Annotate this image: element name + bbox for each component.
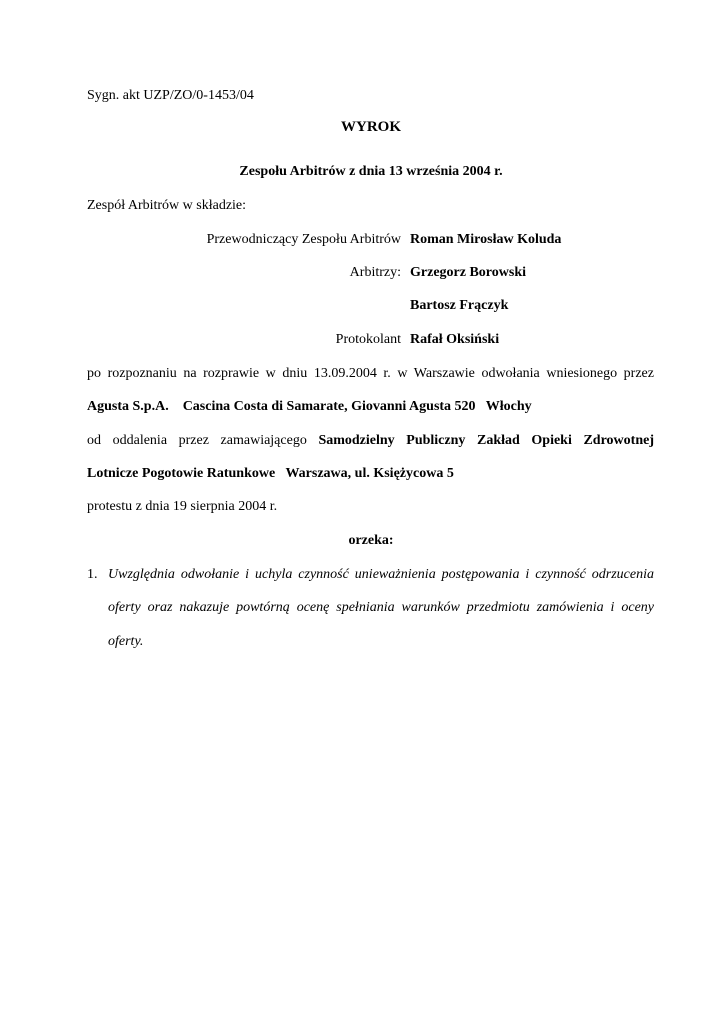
ruling-item-line: oferty. <box>108 634 144 649</box>
chair-name: Roman Mirosław Koluda <box>410 232 562 247</box>
body-line-dismissal <box>87 433 654 449</box>
ruling-item-line: oferty oraz nakazuje powtórną ocenę spełniania warunków przedmiotu zamówienia i oceny <box>108 600 654 615</box>
chair-label: Przewodniczący Zespołu Arbitrów <box>206 232 401 247</box>
protest-line: protestu z dnia 19 sierpnia 2004 r. <box>87 499 278 514</box>
clerk-label: Protokolant <box>335 332 401 347</box>
body-line-hearing: po rozpoznaniu na rozprawie w dniu 13.09.2004 r. w Warszawie odwołania wniesionego przez <box>87 366 654 381</box>
clerk-name: Rafał Oksiński <box>410 332 500 347</box>
contracting-authority: Lotnicze Pogotowie Ratunkowe Warszawa, ul. Księżycowa 5 <box>87 466 454 481</box>
document-title: WYROK <box>341 119 401 135</box>
case-signature: Sygn. akt UZP/ZO/0-1453/04 <box>87 88 254 103</box>
ruling-heading: orzeka: <box>348 533 394 548</box>
arbiter-name: Bartosz Frączyk <box>410 298 509 313</box>
ruling-item-number: 1. <box>87 567 98 582</box>
arbiter-name: Grzegorz Borowski <box>410 265 526 280</box>
arbiters-label: Arbitrzy: <box>349 265 401 280</box>
panel-intro: Zespół Arbitrów w składzie: <box>87 198 247 213</box>
document-subtitle: Zespołu Arbitrów z dnia 13 września 2004 r. <box>239 164 503 179</box>
ruling-item-line: Uwzględnia odwołanie i uchyla czynność unieważnienia postępowania i czynność odrzucenia <box>108 567 654 582</box>
appellant: Agusta S.p.A. Cascina Costa di Samarate, Giovanni Agusta 520 Włochy <box>87 399 532 414</box>
dismissal-prefix: od oddalenia przez zamawiającego <box>87 433 307 448</box>
contracting-authority-name: Samodzielny Publiczny Zakład Opieki Zdrowotnej <box>318 433 654 448</box>
